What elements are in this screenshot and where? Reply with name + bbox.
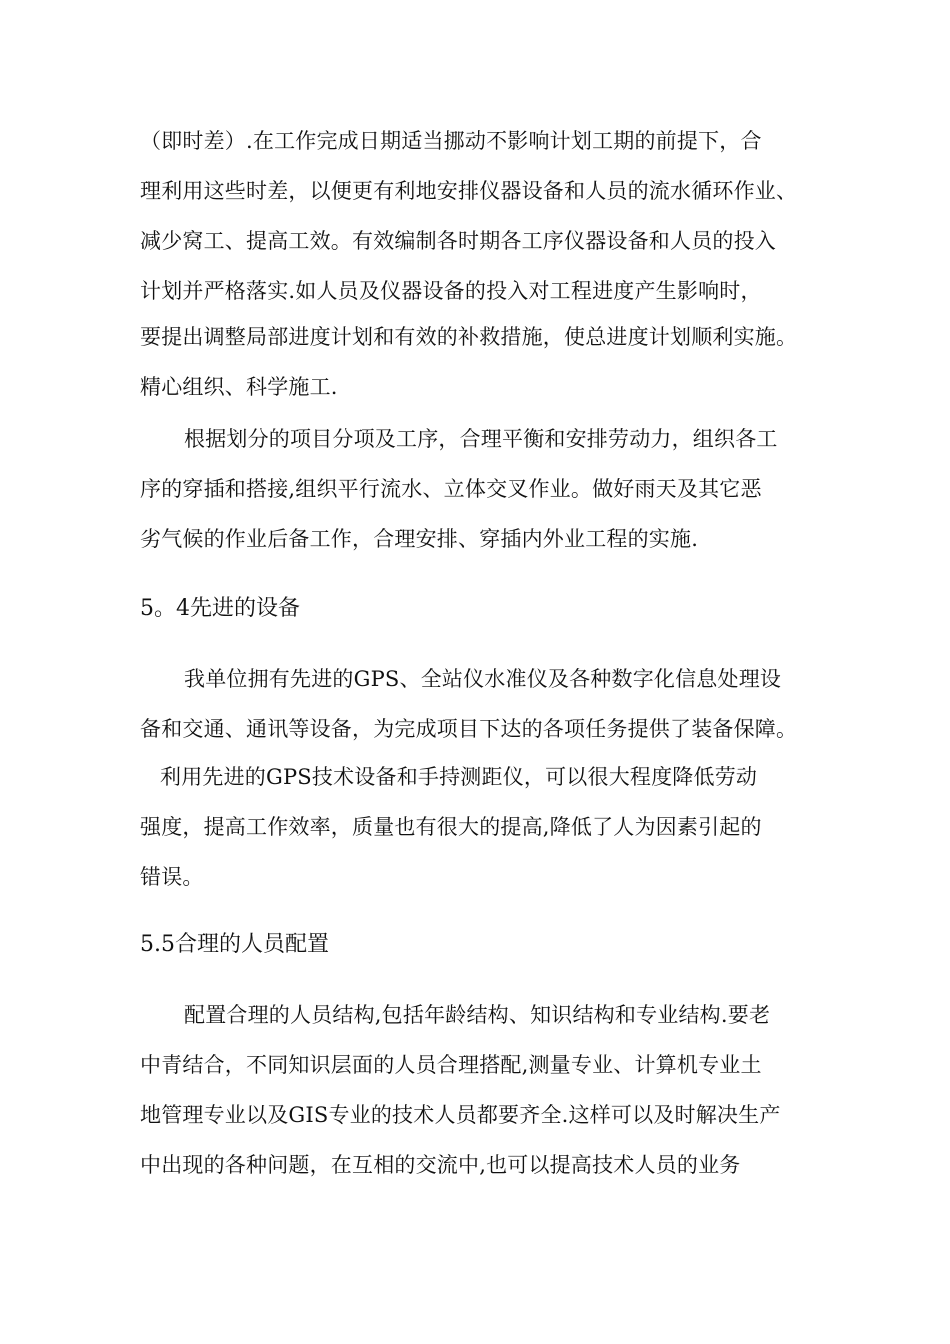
paragraph-2-line-1: 根据划分的项目分项及工序，合理平衡和安排劳动力，组织各工 xyxy=(184,427,778,451)
paragraph-5-line-2: 中青结合，不同知识层面的人员合理搭配,测量专业、计算机专业土 xyxy=(140,1053,762,1077)
paragraph-1-line-5: 要提出调整局部进度计划和有效的补救措施，使总进度计划顺利实施。 xyxy=(140,325,798,349)
section-heading-5-4: 5。4先进的设备 xyxy=(140,596,300,621)
paragraph-3-line-2: 备和交通、通讯等设备，为完成项目下达的各项任务提供了装备保障。 xyxy=(140,717,798,741)
paragraph-1-line-2: 理利用这些时差，以便更有利地安排仪器设备和人员的流水循环作业、 xyxy=(140,179,798,203)
paragraph-2-line-3: 劣气候的作业后备工作，合理安排、穿插内外业工程的实施. xyxy=(140,527,699,551)
paragraph-1-line-1: （即时差）.在工作完成日期适当挪动不影响计划工期的前提下，合 xyxy=(140,129,762,153)
paragraph-1-line-6: 精心组织、科学施工. xyxy=(140,375,338,399)
paragraph-5-line-1: 配置合理的人员结构,包括年龄结构、知识结构和专业结构.要老 xyxy=(184,1003,771,1027)
section-heading-5-5: 5.5合理的人员配置 xyxy=(140,932,329,957)
paragraph-5-line-3: 地管理专业以及GIS专业的技术人员都要齐全.这样可以及时解决生产 xyxy=(140,1103,781,1127)
paragraph-3-line-1: 我单位拥有先进的GPS、全站仪水准仪及各种数字化信息处理设 xyxy=(184,667,782,691)
paragraph-1-line-3: 减少窝工、提高工效。有效编制各时期各工序仪器设备和人员的投入 xyxy=(140,229,776,253)
paragraph-1-line-4: 计划并严格落实.如人员及仪器设备的投入对工程进度产生影响时， xyxy=(140,279,762,303)
paragraph-4-line-1: 利用先进的GPS技术设备和手持测距仪，可以很大程度降低劳动 xyxy=(160,765,758,789)
paragraph-4-line-2: 强度，提高工作效率，质量也有很大的提高,降低了人为因素引起的 xyxy=(140,815,762,839)
paragraph-4-line-3: 错误。 xyxy=(140,865,204,889)
paragraph-2-line-2: 序的穿插和搭接,组织平行流水、立体交叉作业。做好雨天及其它恶 xyxy=(140,477,762,501)
paragraph-5-line-4: 中出现的各种问题，在互相的交流中,也可以提高技术人员的业务 xyxy=(140,1153,741,1177)
